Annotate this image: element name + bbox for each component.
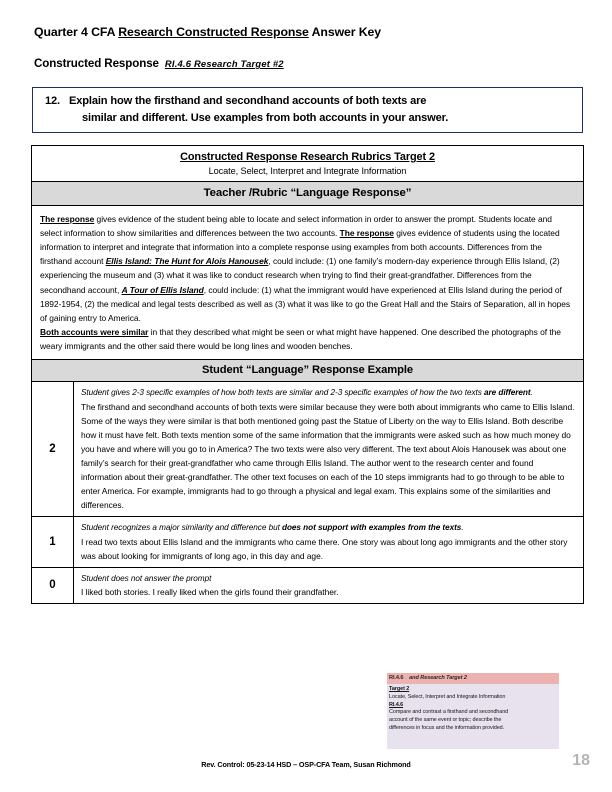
ri-standard-label: RI.4.6 — [389, 701, 404, 708]
table-row — [32, 568, 583, 604]
score-example: The firsthand and secondhand accounts of both texts were similar because they were both about immigrants who came to Ellis Island. Some of the ways they were similar is that both mentioned going past the Statue of Liberty on the way to Ellis Island. Both describe how it must have felt. Both texts mention some of the same information that the immigrants were asked such as how much money do you have and where will you go to in America? The two texts were also very different. The text about Alois Hanousek was about one family’s search for their great-grandfather who came through Ellis Island. The author went to the research center and found information about their great-grandfather. The other text focuses on each of the 10 steps immigrants had to go through to be able to enter America. For example, immigrants had to go through a physical and legal exam. This explains some of the similarities and differences. — [81, 401, 575, 510]
prompt-box — [32, 87, 583, 133]
rubric-table — [31, 145, 584, 604]
standard-code: RI.4.6 Research Target #2 — [164, 58, 284, 69]
teacher-text-4: , could include: (1) what the immigrant would have experienced at Ellis Island during the period of 1892-1954, (2) the medical and legal tests described as well as (3) what it was like to go the Great Hall and the Stairs of Separation, all in hopes of gaining entry to America. — [40, 284, 571, 323]
score-criteria — [81, 521, 575, 535]
target-label: Target 2 — [389, 686, 410, 692]
target-description: Locate, Select, Interpret and Integrate Information — [389, 693, 506, 700]
teacher-rubric-band: Teacher /Rubric “Language Response” — [32, 182, 583, 206]
score-value: 2 — [32, 382, 74, 516]
score-example: I liked both stories. I really liked when the girls found their grandfather. — [81, 587, 339, 598]
prompt-text — [45, 93, 572, 127]
table-row — [32, 517, 583, 568]
teacher-text-5: in that they described what might be seen or what might have happened. One described the photographs of the weary immigrants and the other said there would be long lines and wooden benches. — [40, 326, 561, 351]
criteria-tail: . — [530, 388, 533, 398]
standards-box-body — [387, 684, 559, 733]
prompt-line-2: similar and different. Use examples from both accounts in your answer. — [82, 111, 449, 124]
teacher-text-3: , could include: (1) one family’s modern-day experience through Ellis Island, (2) experiencing the museum and (3) what it was like to conduct research when trying to find their great-grandfather. Differences from the secondhand account, — [40, 256, 560, 295]
standards-box-header — [387, 673, 559, 684]
score-example: I read two texts about Ellis Island and the immigrants who came there. One story was about long ago immigrants and the other story was about looking for immigrants of long ago, in this day and age. — [81, 536, 568, 561]
title-prefix: Quarter 4 CFA — [34, 25, 115, 39]
criteria-emphasis: does not support with examples from the texts — [282, 522, 462, 532]
subtitle-prefix: Constructed Response — [34, 57, 159, 70]
score-value: 1 — [32, 517, 74, 567]
teacher-underline-2: The response — [339, 228, 394, 239]
student-example-band: Student “Language” Response Example — [32, 359, 583, 382]
subtitle-line — [34, 57, 588, 70]
teacher-underline-3: Both accounts were similar — [40, 326, 149, 337]
ri-standard-line-3: differences in focus and the information provided. — [389, 724, 505, 731]
criteria-emphasis: are different — [484, 388, 531, 398]
firsthand-text-title: Ellis Island: The Hunt for Alois Hanousek — [105, 256, 269, 267]
criteria-plain: Student gives 2-3 specific examples of how both texts are similar and 2-3 specific examples of how the two texts — [81, 388, 485, 398]
title-underlined: Research Constructed Response — [118, 25, 309, 39]
criteria-plain: Student does not answer the prompt — [81, 573, 212, 583]
footer-revision-control: Rev. Control: 05-23-14 HSD – OSP-CFA Team, Susan Richmond — [201, 760, 411, 769]
score-description — [74, 517, 583, 567]
page-number: 18 — [572, 752, 590, 769]
standards-header-rest: and Research Target 2 — [409, 675, 467, 681]
ri-standard-line-1: Compare and contrast a firsthand and secondhand — [389, 709, 509, 716]
score-description — [74, 568, 583, 604]
teacher-text-1: gives evidence of the student being able to locate and select information in order to answer the prompt. Students locate and select information to show similarities and differences between the two accounts. — [40, 214, 552, 239]
prompt-line-1: Explain how the firsthand and secondhand accounts of both texts are — [69, 95, 427, 107]
title-suffix: Answer Key — [311, 25, 382, 39]
rubric-subtitle: Locate, Select, Interpret and Integrate Information — [208, 166, 407, 176]
score-criteria — [81, 572, 575, 586]
rubric-title: Constructed Response Research Rubrics Target 2 — [180, 151, 435, 163]
score-criteria — [81, 386, 575, 400]
teacher-text-2: gives evidence of students using the located information to interpret and integrate that information into a complete response using examples from both accounts. Differences from the firsthand account — [40, 228, 560, 267]
rubric-title-row — [32, 146, 583, 182]
table-row — [32, 382, 583, 517]
criteria-plain: Student recognizes a major similarity and difference but — [81, 522, 283, 532]
ri-standard-line-2: account of the same event or topic; describe the — [389, 717, 502, 724]
criteria-tail: . — [461, 522, 464, 532]
secondhand-text-title: A Tour of Ellis Island — [121, 284, 204, 295]
teacher-rubric-body — [32, 206, 583, 359]
score-value: 0 — [32, 568, 74, 604]
teacher-underline-1: The response — [40, 214, 95, 224]
document-title-line — [34, 25, 588, 39]
standards-header-code: RI.4.6 — [389, 675, 404, 681]
standards-reference-box — [386, 672, 560, 750]
prompt-number: 12. — [45, 95, 60, 107]
score-description — [74, 382, 583, 516]
